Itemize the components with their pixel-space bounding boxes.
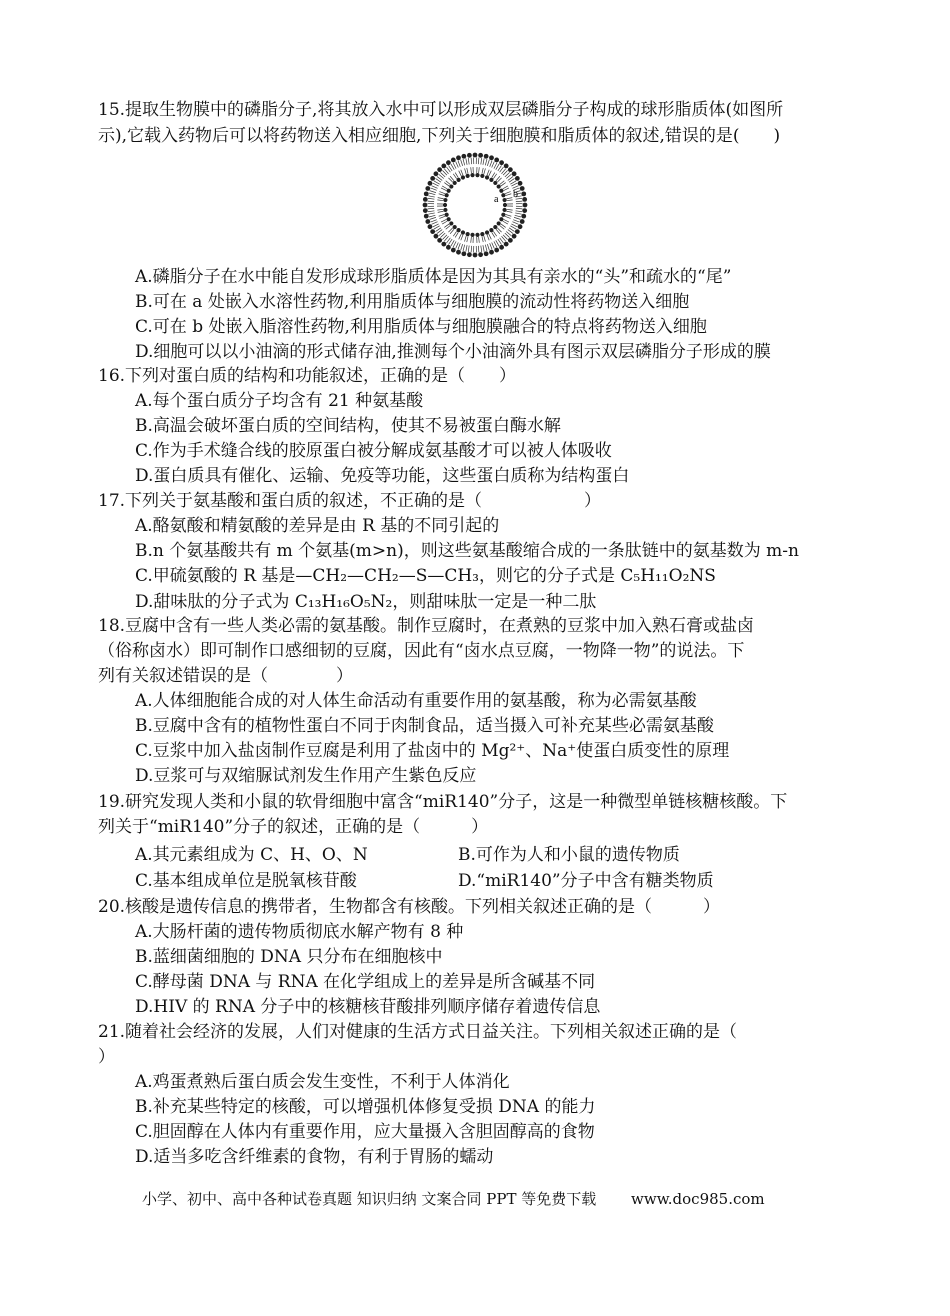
q17-option-b: B.n 个氨基酸共有 m 个氨基(m>n)，则这些氨基酸缩合成的一条肽链中的氨基数为 m-n [135, 541, 799, 561]
q18-option-c: C.豆浆中加入盐卤制作豆腐是利用了盐卤中的 Mg²⁺、Na⁺使蛋白质变性的原理 [135, 741, 730, 761]
phospholipid-head [521, 214, 526, 219]
phospholipid-head [437, 238, 442, 243]
phospholipid-head [449, 184, 453, 188]
phospholipid-tail [487, 244, 489, 250]
phospholipid-tail [507, 200, 513, 201]
phospholipid-head [443, 198, 447, 202]
phospholipid-tail [471, 246, 472, 253]
phospholipid-tail [432, 222, 438, 225]
phospholipid-tail [439, 215, 445, 217]
phospholipid-head [428, 224, 433, 229]
phospholipid-head [480, 174, 484, 178]
phospholipid-head [430, 229, 435, 234]
phospholipid-tail [503, 186, 508, 189]
phospholipid-tail [515, 215, 521, 217]
phospholipid-tail [484, 168, 486, 174]
phospholipid-head [437, 167, 442, 172]
phospholipid-head [489, 250, 494, 255]
q15-option-b: B.可在 a 处嵌入水溶性药物,利用脂质体与细胞膜的流动性将药物送入细胞 [135, 292, 690, 312]
phospholipid-head [456, 155, 461, 160]
q17-stem: 17.下列关于氨基酸和蛋白质的叙述，不正确的是（ ） [98, 491, 602, 511]
phospholipid-tail [512, 186, 518, 189]
q20-stem: 20.核酸是遗传信息的携带者，生物都含有核酸。下列相关叙述正确的是（ ） [98, 897, 721, 917]
phospholipid-tail [483, 158, 484, 164]
q18-stem-line-1: 18.豆腐中含有一些人类必需的氨基酸。制作豆腐时，在煮熟的豆浆中加入熟石膏或盐卤 [98, 616, 755, 636]
phospholipid-tail [507, 209, 513, 210]
phospholipid-tail [496, 164, 499, 170]
q20-option-b: B.蓝细菌细胞的 DNA 只分布在细胞核中 [135, 947, 443, 967]
phospholipid-head [485, 175, 489, 179]
phospholipid-head [423, 208, 428, 213]
phospholipid-tail [428, 201, 435, 202]
q21-option-c: C.胆固醇在人体内有重要作用，应大量摄入含胆固醇高的食物 [135, 1122, 595, 1142]
phospholipid-head [478, 153, 483, 158]
phospholipid-tail [471, 158, 472, 165]
phospholipid-tail [465, 168, 467, 174]
phospholipid-head [470, 233, 474, 237]
q19-option-a: A.其元素组成为 C、H、O、N [135, 845, 368, 865]
q16-option-d: D.蛋白质具有催化、运输、免疫等功能，这些蛋白质称为结构蛋白 [135, 466, 630, 486]
phospholipid-tail [505, 192, 511, 194]
phospholipid-tail [467, 168, 468, 174]
phospholipid-head [443, 203, 447, 207]
phospholipid-head [502, 198, 506, 202]
phospholipid-head [475, 233, 479, 237]
phospholipid-head [467, 153, 472, 158]
phospholipid-head [502, 208, 506, 212]
phospholipid-tail [504, 188, 509, 191]
phospholipid-head [466, 232, 470, 236]
phospholipid-tail [496, 240, 499, 246]
phospholipid-head [446, 245, 451, 250]
q16-option-b: B.高温会破坏蛋白质的空间结构，使其不易被蛋白酶水解 [135, 416, 561, 436]
phospholipid-head [518, 224, 523, 229]
phospholipid-head [497, 221, 501, 225]
q20-option-c: C.酵母菌 DNA 与 RNA 在化学组成上的差异是所含碱基不同 [135, 972, 596, 992]
phospholipid-head [493, 225, 497, 229]
phospholipid-head [499, 217, 503, 221]
phospholipid-tail [504, 219, 509, 222]
phospholipid-head [453, 225, 457, 229]
phospholipid-tail [459, 234, 462, 239]
phospholipid-head [520, 186, 525, 191]
footer-text: 小学、初中、高中各种试卷真题 知识归纳 文案合同 PPT 等免费下载 [142, 1190, 597, 1208]
phospholipid-tail [432, 186, 438, 189]
phospholipid-head [434, 234, 439, 239]
q18-stem-line-2: （俗称卤水）即可制作口感细韧的豆腐，因此有“卤水点豆腐，一物降一物”的说法。下 [98, 641, 745, 661]
phospholipid-head [461, 154, 466, 159]
phospholipid-tail [478, 158, 479, 165]
phospholipid-head [508, 238, 513, 243]
phospholipid-tail [487, 235, 489, 240]
phospholipid-head [484, 251, 489, 256]
q15-stem-line-1: 15.提取生物膜中的磷脂分子,将其放入水中可以形成双层磷脂分子构成的球形脂质体(如图所 [98, 100, 784, 120]
phospholipid-head [425, 186, 430, 191]
page-footer [142, 1188, 765, 1209]
q18-option-a: A.人体细胞能合成的对人体生命活动有重要作用的氨基酸，称为必需氨基酸 [135, 691, 697, 711]
phospholipid-head [456, 228, 460, 232]
phospholipid-tail [471, 167, 472, 173]
phospholipid-tail [492, 162, 495, 168]
phospholipid-tail [465, 236, 467, 242]
phospholipid-tail [428, 213, 434, 214]
phospholipid-head [424, 191, 429, 196]
phospholipid-tail [484, 236, 486, 242]
phospholipid-tail [428, 196, 434, 197]
phospholipid-head [434, 171, 439, 176]
phospholipid-tail [466, 245, 467, 251]
phospholipid-head [489, 155, 494, 160]
phospholipid-tail [482, 168, 483, 174]
phospholipid-head [425, 219, 430, 224]
phospholipid-tail [468, 246, 469, 253]
phospholipid-tail [489, 171, 492, 176]
phospholipid-tail [516, 211, 523, 212]
phospholipid-head [446, 160, 451, 165]
phospholipid-head [499, 160, 504, 165]
phospholipid-head [473, 253, 478, 258]
phospholipid-head [520, 219, 525, 224]
phospholipid-tail [453, 163, 456, 169]
phospholipid-head [445, 213, 449, 217]
phospholipid-tail [510, 226, 516, 229]
phospholipid-tail [515, 213, 521, 214]
phospholipid-head [456, 250, 461, 255]
phospholipid-tail [442, 221, 447, 224]
figure-label-a: a [494, 194, 499, 205]
phospholipid-tail [490, 161, 492, 167]
phospholipid-head [467, 252, 472, 257]
phospholipid-tail [506, 194, 512, 196]
phospholipid-tail [459, 171, 462, 176]
phospholipid-head [441, 164, 446, 169]
phospholipid-tail [511, 183, 517, 186]
phospholipid-tail [463, 245, 465, 251]
phospholipid-head [518, 181, 523, 186]
phospholipid-tail [513, 220, 519, 222]
phospholipid-head [475, 173, 479, 177]
phospholipid-tail [437, 209, 443, 210]
phospholipid-tail [458, 161, 460, 167]
phospholipid-head [489, 228, 493, 232]
phospholipid-tail [481, 158, 482, 165]
phospholipid-tail [439, 194, 445, 196]
phospholipid-tail [433, 183, 439, 186]
phospholipid-tail [482, 236, 483, 242]
phospholipid-head [485, 230, 489, 234]
phospholipid-tail [505, 216, 511, 218]
phospholipid-head [447, 217, 451, 221]
phospholipid-head [449, 221, 453, 225]
phospholipid-tail [434, 181, 440, 184]
phospholipid-tail [485, 159, 487, 165]
phospholipid-tail [442, 186, 447, 189]
phospholipid-tail [494, 163, 497, 169]
phospholipid-head [451, 158, 456, 163]
q18-option-d: D.豆浆可与双缩脲试剂发生作用产生紫色反应 [135, 766, 477, 786]
phospholipid-tail [506, 211, 512, 212]
phospholipid-head [522, 197, 527, 202]
phospholipid-tail [451, 164, 454, 170]
q20-option-a: A.大肠杆菌的遗传物质彻底水解产物有 8 种 [135, 922, 464, 942]
phospholipid-tail [461, 170, 463, 175]
phospholipid-tail [439, 192, 445, 194]
phospholipid-tail [434, 226, 440, 229]
phospholipid-head [501, 213, 505, 217]
q19-stem-line-1: 19.研究发现人类和小鼠的软骨细胞中富含“miR140”分子，这是一种微型单链核糖核酸。下 [98, 792, 788, 812]
phospholipid-head [451, 248, 456, 253]
phospholipid-head [423, 203, 428, 208]
q21-stem-line-1: 21.随着社会经济的发展，人们对健康的生活方式日益关注。下列相关叙述正确的是（ [98, 1022, 738, 1042]
phospholipid-tail [506, 215, 512, 217]
q15-option-c: C.可在 b 处嵌入脂溶性药物,利用脂质体与细胞膜融合的特点将药物送入细胞 [135, 317, 707, 337]
phospholipid-tail [479, 167, 480, 173]
phospholipid-tail [441, 219, 446, 222]
q21-option-a: A.鸡蛋煮熟后蛋白质会发生变性，不利于人体消化 [135, 1072, 510, 1092]
phospholipid-head [461, 175, 465, 179]
footer-url[interactable]: www.doc985.com [631, 1190, 765, 1208]
phospholipid-tail [516, 208, 523, 209]
phospholipid-head [470, 173, 474, 177]
phospholipid-head [447, 189, 451, 193]
phospholipid-head [478, 252, 483, 257]
phospholipid-tail [466, 158, 467, 164]
phospholipid-tail [503, 221, 508, 224]
q17-option-a: A.酪氨酸和精氨酸的差异是由 R 基的不同引起的 [135, 516, 500, 536]
phospholipid-tail [471, 237, 472, 243]
phospholipid-head [512, 234, 517, 239]
phospholipid-tail [428, 211, 435, 212]
phospholipid-head [499, 245, 504, 250]
phospholipid-head [461, 251, 466, 256]
phospholipid-tail [451, 240, 454, 246]
phospholipid-head [443, 208, 447, 212]
phospholipid-head [445, 193, 449, 197]
phospholipid-tail [483, 245, 484, 251]
q16-option-a: A.每个蛋白质分子均含有 21 种氨基酸 [135, 391, 424, 411]
phospholipid-head [494, 248, 499, 253]
phospholipid-head [428, 181, 433, 186]
phospholipid-tail [458, 243, 460, 249]
phospholipid-tail [514, 217, 520, 219]
q19-option-b: B.可作为人和小鼠的遗传物质 [458, 845, 680, 865]
phospholipid-tail [506, 198, 512, 199]
q17-option-c: C.甲硫氨酸的 R 基是—CH₂—CH₂—S—CH₃，则它的分子式是 C₅H₁₁O₂NS [135, 566, 716, 586]
phospholipid-head [480, 232, 484, 236]
q18-stem-line-3: 列有关叙述错误的是（ ） [98, 666, 353, 686]
q15-stem-line-2: 示),它载入药物后可以将药物送入相应细胞,下列关于细胞膜和脂质体的叙述,错误的是( ) [98, 126, 781, 146]
phospholipid-tail [437, 200, 443, 201]
phospholipid-tail [430, 191, 436, 193]
q15-option-d: D.细胞可以以小油滴的形式储存油,推测每个小油滴外具有图示双层磷脂分子形成的膜 [135, 342, 771, 362]
phospholipid-head [515, 176, 520, 181]
phospholipid-tail [485, 245, 487, 251]
phospholipid-tail [481, 246, 482, 253]
phospholipid-tail [453, 241, 456, 247]
phospholipid-tail [461, 235, 463, 240]
q21-stem-line-2: ） [98, 1047, 115, 1067]
phospholipid-head [466, 174, 470, 178]
phospholipid-head [430, 176, 435, 181]
phospholipid-tail [516, 201, 523, 202]
phospholipid-head [504, 242, 509, 247]
phospholipid-tail [512, 222, 518, 225]
phospholipid-tail [511, 224, 517, 227]
phospholipid-head [441, 242, 446, 247]
phospholipid-tail [428, 198, 435, 199]
phospholipid-tail [487, 170, 489, 175]
q18-option-b: B.豆腐中含有的植物性蛋白不同于肉制食品，适当摄入可补充某些必需氨基酸 [135, 716, 714, 736]
phospholipid-head [515, 229, 520, 234]
phospholipid-tail [429, 193, 435, 195]
phospholipid-head [499, 189, 503, 193]
phospholipid-tail [494, 241, 497, 247]
phospholipid-head [521, 191, 526, 196]
phospholipid-tail [430, 217, 436, 219]
phospholipid-tail [456, 162, 459, 168]
phospholipid-head [484, 154, 489, 159]
phospholipid-tail [490, 243, 492, 249]
phospholipid-tail [433, 224, 439, 227]
phospholipid-head [512, 171, 517, 176]
phospholipid-tail [441, 188, 446, 191]
phospholipid-tail [492, 242, 495, 248]
phospholipid-tail [468, 158, 469, 165]
phospholipid-head [493, 181, 497, 185]
q19-option-c: C.基本组成单位是脱氧核苷酸 [135, 871, 357, 891]
phospholipid-head [456, 178, 460, 182]
phospholipid-tail [463, 159, 465, 165]
q19-stem-line-2: 列关于“miR140”分子的叙述，正确的是（ ） [98, 817, 489, 837]
phospholipid-tail [479, 237, 480, 243]
phospholipid-tail [456, 242, 459, 248]
phospholipid-head [494, 158, 499, 163]
q21-option-b: B.补充某些特定的核酸，可以增强机体修复受损 DNA 的能力 [135, 1097, 596, 1117]
phospholipid-tail [467, 236, 468, 242]
phospholipid-tail [461, 244, 463, 250]
phospholipid-head [423, 197, 428, 202]
q21-option-d: D.适当多吃含纤维素的食物，有利于胃肠的蠕动 [135, 1147, 494, 1167]
phospholipid-head [522, 208, 527, 213]
phospholipid-tail [478, 246, 479, 253]
q16-option-c: C.作为手术缝合线的胶原蛋白被分解成氨基酸才可以被人体吸收 [135, 441, 612, 461]
phospholipid-head [461, 230, 465, 234]
phospholipid-tail [438, 198, 444, 199]
q19-option-d: D.“miR140”分子中含有糖类物质 [458, 871, 714, 891]
q15-option-a: A.磷脂分子在水中能自发形成球形脂质体是因为其具有亲水的“头”和疏水的“尾” [135, 267, 732, 287]
phospholipid-head [424, 214, 429, 219]
phospholipid-head [489, 178, 493, 182]
figure-label-b: b [513, 189, 518, 200]
phospholipid-tail [431, 220, 437, 222]
phospholipid-tail [489, 234, 492, 239]
q20-option-d: D.HIV 的 RNA 分子中的核糖核苷酸排列顺序储存着遗传信息 [135, 997, 601, 1017]
phospholipid-tail [429, 215, 435, 217]
liposome-figure [415, 152, 535, 258]
phospholipid-tail [431, 188, 437, 190]
phospholipid-head [453, 181, 457, 185]
phospholipid-tail [461, 160, 463, 166]
phospholipid-tail [438, 211, 444, 212]
phospholipid-head [497, 184, 501, 188]
phospholipid-tail [428, 208, 435, 209]
phospholipid-tail [439, 216, 445, 218]
q17-option-d: D.甜味肽的分子式为 C₁₃H₁₆O₅N₂，则甜味肽一定是一种二肽 [135, 592, 597, 612]
phospholipid-head [473, 153, 478, 158]
phospholipid-head [504, 164, 509, 169]
phospholipid-tail [487, 160, 489, 166]
phospholipid-head [508, 167, 513, 172]
phospholipid-tail [510, 181, 516, 184]
phospholipid-head [501, 193, 505, 197]
phospholipid-head [503, 203, 507, 207]
q16-stem: 16.下列对蛋白质的结构和功能叙述，正确的是（ ） [98, 366, 517, 386]
phospholipid-head [523, 203, 528, 208]
